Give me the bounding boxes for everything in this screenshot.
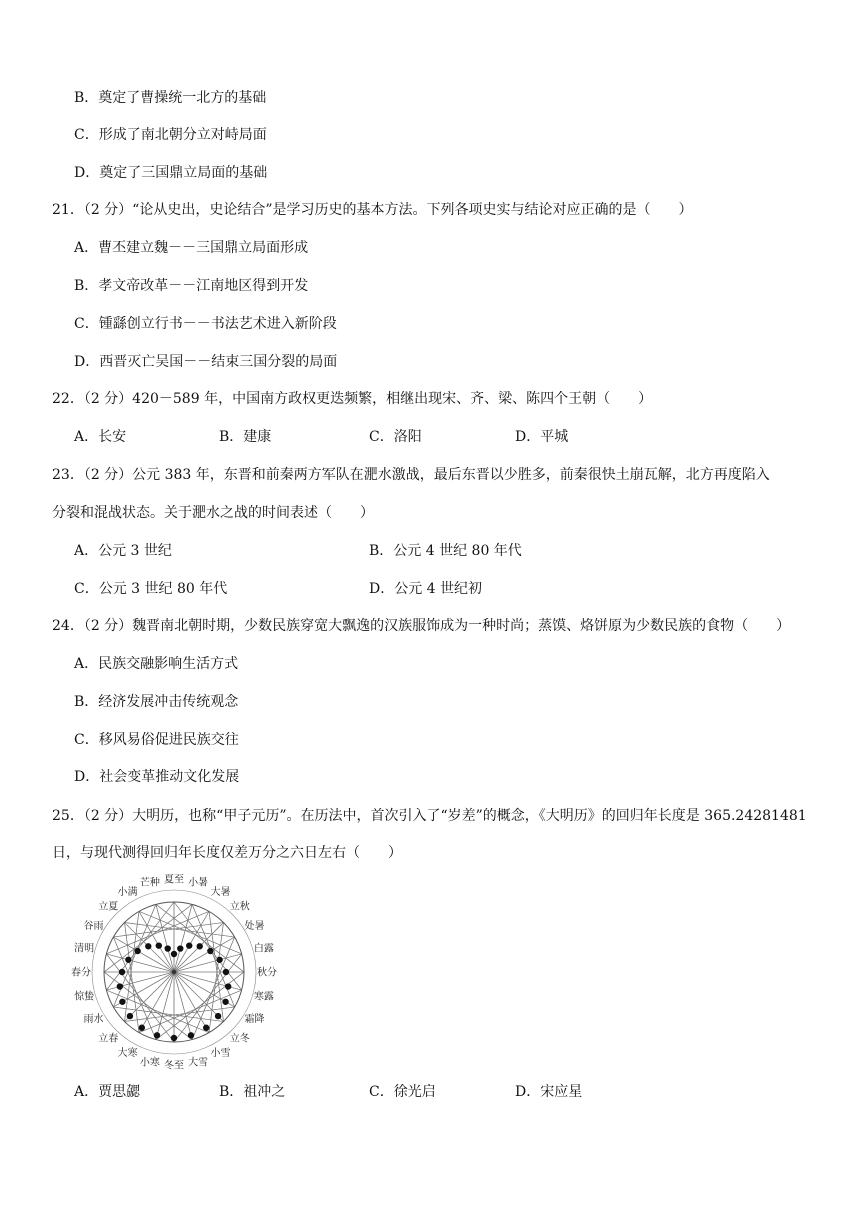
q22-option-a: A．长安 [74,429,127,445]
diagram-dot [215,1013,221,1019]
solar-term-label: 春分 [71,967,91,979]
q24-option-b: B．经济发展冲击传统观念 [74,694,239,710]
diagram-dot [156,942,162,948]
q25-stem-line2: 日，与现代测得回归年长度仅差万分之六日左右（ ） [52,845,402,861]
solar-term-label: 惊蛰 [74,991,95,1003]
diagram-dot [222,999,228,1005]
q23-stem-line1: 23．（2 分）公元 383 年，东晋和前秦两方军队在淝水激战，最后东晋以少胜多，前秦很快土崩瓦解，北方再度陷入 [52,467,770,483]
solar-term-label: 夏至 [164,874,184,886]
q20-option-b: B．奠定了曹操统一北方的基础 [74,90,267,106]
q25-option-b: B．祖冲之 [219,1084,286,1100]
solar-term-label: 冬至 [164,1060,184,1072]
diagram-chord [156,972,244,1040]
diagram-dot [165,945,171,951]
q20-option-d: D．奠定了三国鼎立局面的基础 [74,165,268,181]
q23-option-a: A．公元 3 世纪 [74,543,172,559]
diagram-dot [117,983,123,989]
diagram-chord [113,904,156,1007]
diagram-center-dot [172,970,176,974]
diagram-dot [125,957,131,963]
solar-term-label: 立夏 [98,901,119,913]
solar-terms-diagram [68,866,280,1078]
q23-stem-line2: 分裂和混战状态。关于淝水之战的时间表述（ ） [52,505,374,521]
diagram-dot [186,942,192,948]
diagram-dot [119,969,125,975]
q23-option-c: C．公元 3 世纪 80 年代 [74,581,228,597]
q23-option-d: D．公元 4 世纪初 [369,581,483,597]
q22-stem: 22．（2 分）420－589 年，中国南方政权更迭频繁，相继出现宋、齐、梁、陈四个王朝（ ） [52,391,653,407]
diagram-dot [154,1032,160,1038]
diagram-dot [203,1025,209,1031]
diagram-dot [216,957,222,963]
solar-term-label: 立春 [98,1033,119,1045]
diagram-chord [113,923,223,937]
solar-term-label: 立秋 [229,901,250,913]
solar-term-label: 秋分 [257,967,277,979]
diagram-chord [139,990,242,1033]
solar-term-label: 处暑 [244,921,265,932]
diagram-dot [188,1032,194,1038]
solar-term-label: 白露 [253,943,274,955]
solar-term-label: 立冬 [229,1033,250,1045]
solar-term-label: 芒种 [139,877,160,889]
solar-term-label: 寒露 [253,991,274,1003]
diagram-dot [134,948,140,954]
solar-term-label: 小寒 [139,1057,160,1069]
diagram-dot [139,1025,145,1031]
diagram-dot [207,948,213,954]
diagram-chord [209,911,223,1021]
q22-option-d: D．平城 [515,429,569,445]
solar-term-label: 大暑 [210,886,231,898]
solar-term-label: 小满 [117,886,138,898]
diagram-dot [119,999,125,1005]
q20-option-c: C．形成了南北朝分立对峙局面 [74,127,267,143]
solar-term-label: 雨水 [83,1014,104,1025]
diagram-dot [171,951,177,957]
q22-option-c: C．洛阳 [369,429,422,445]
q21-option-d: D．西晋灭亡吴国－－结束三国分裂的局面 [74,354,338,370]
diagram-dot [223,969,229,975]
diagram-dot [127,1013,133,1019]
diagram-dot [145,943,151,949]
solar-term-label: 小暑 [188,877,209,889]
q25-option-c: C．徐光启 [369,1084,436,1100]
q25-stem-line1: 25．（2 分）大明历，也称“甲子元历”。在历法中，首次引入了“岁差”的概念，《大明历》的回归年长度是 365.24281481 [52,808,807,824]
q25-option-a: A．贾思勰 [74,1084,141,1100]
q23-option-b: B．公元 4 世纪 80 年代 [369,543,522,559]
diagram-chord [104,904,192,972]
q21-option-a: A．曹丕建立魏－－三国鼎立局面形成 [74,240,309,256]
diagram-chord [106,990,209,1033]
diagram-dot [171,1035,177,1041]
q24-option-d: D．社会变革推动文化发展 [74,769,240,785]
q21-option-b: B．孝文帝改革－－江南地区得到开发 [74,278,309,294]
diagram-dot [225,983,231,989]
q21-option-c: C．锺繇创立行书－－书法艺术进入新阶段 [74,316,337,332]
q24-stem: 24．（2 分）魏晋南北朝时期，少数民族穿宽大飘逸的汉族服饰成为一种时尚；蒸馍、烙饼原为少数民族的食物（ ） [52,618,791,634]
diagram-chord [106,902,174,990]
solar-term-label: 小雪 [210,1048,231,1060]
diagram-dot [177,945,183,951]
q24-option-a: A．民族交融影响生活方式 [74,656,239,672]
q24-option-c: C．移风易俗促进民族交往 [74,732,239,748]
diagram-dot [197,943,203,949]
solar-term-label: 霜降 [244,1014,265,1025]
q25-option-d: D．宋应星 [515,1084,583,1100]
diagram-chord [192,904,235,1007]
solar-term-label: 大寒 [117,1048,138,1060]
solar-term-label: 大雪 [188,1057,209,1069]
diagram-chord [156,904,244,972]
diagram-chord [125,923,235,937]
solar-term-label: 谷雨 [83,921,104,932]
q22-option-b: B．建康 [219,429,272,445]
diagram-chord [174,902,242,990]
solar-term-label: 清明 [74,943,95,955]
diagram-chord [104,972,192,1040]
diagram-chord [125,911,139,1021]
q21-stem: 21．（2 分）“论从史出，史论结合”是学习历史的基本方法。下列各项史实与结论对应正确的是（ ） [52,202,693,218]
